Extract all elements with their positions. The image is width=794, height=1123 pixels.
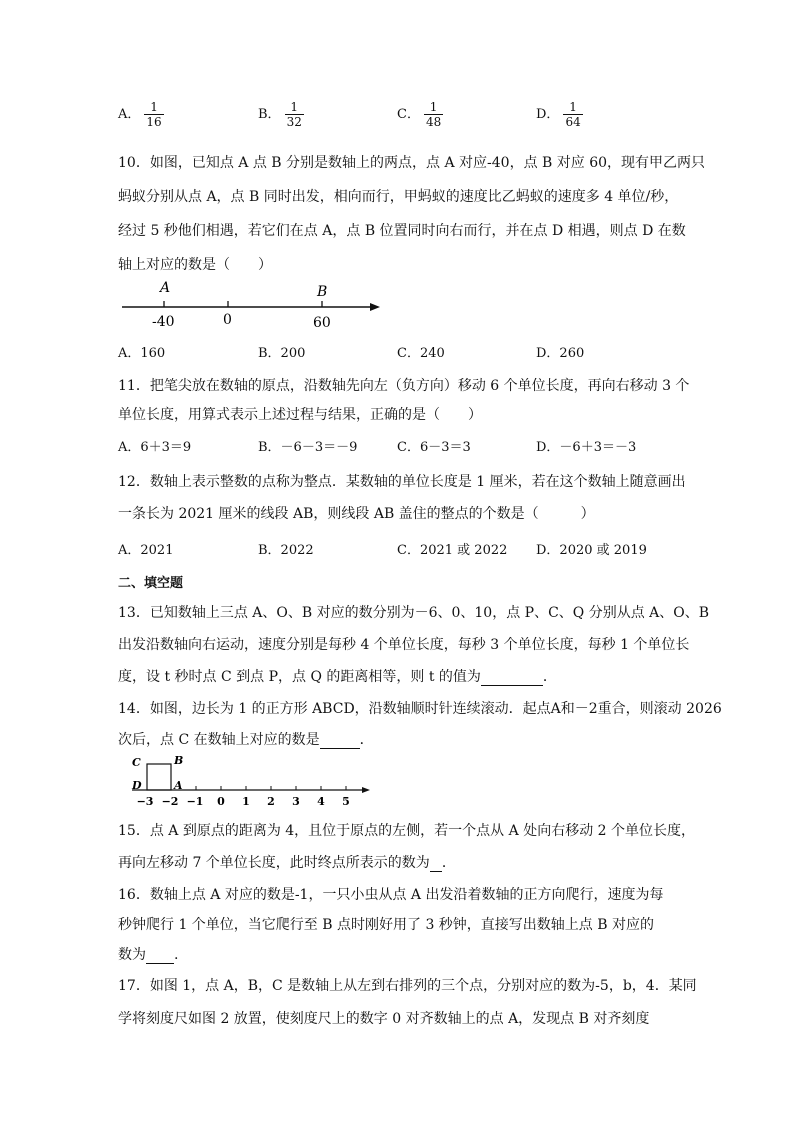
fraction: $\frac{1}{48}$ [425, 100, 442, 129]
q14-line-2: 次后，点 C 在数轴上对应的数是 ． [118, 732, 374, 748]
q13-line-3: 度，设 t 秒时点 C 到点 P，点 Q 的距离相等，则 t 的值为 ． [118, 669, 557, 685]
q9-option-b[interactable]: B． $\frac{1}{32}$ [258, 100, 302, 129]
point-label-a: A [160, 280, 171, 296]
q15-line-2: 再向左移动 7 个单位长度，此时终点所表示的数为 ． [118, 855, 456, 871]
tick-label: 1 [242, 795, 250, 808]
q10-number-line-figure [118, 278, 388, 334]
q12-line-2: 一条长为 2021 厘米的线段 AB，则线段 AB 盖住的整点的个数是（ ） [118, 506, 595, 522]
vertex-label-c: C [132, 756, 141, 769]
q10-option-d[interactable]: D．260 [536, 346, 585, 361]
q10-line-2: 蚂蚁分别从点 A，点 B 同时出发，相向而行，甲蚂蚁的速度比乙蚂蚁的速度多 4 单位/秒， [118, 189, 679, 205]
tick-label: 4 [317, 795, 325, 808]
q10-line-1: 10．如图，已知点 A 点 B 分别是数轴上的两点，点 A 对应-40，点 B 对应 60，现有甲乙两只 [118, 155, 706, 171]
q16-line-1: 16．数轴上点 A 对应的数是-1，一只小虫从点 A 出发沿着数轴的正方向爬行，速度为每 [118, 887, 664, 903]
q9-options [118, 100, 698, 140]
q11-line-1: 11．把笔尖放在数轴的原点，沿数轴先向左（负方向）移动 6 个单位长度，再向右移动 3 个 [118, 378, 690, 394]
q14-answer-blank[interactable] [320, 734, 360, 749]
q15-answer-blank[interactable] [430, 857, 442, 872]
fraction: $\frac{1}{32}$ [286, 100, 302, 129]
axis-arrow [362, 787, 370, 793]
tick-label: 5 [342, 795, 350, 808]
fraction: $\frac{1}{64}$ [565, 100, 581, 129]
q13-line-2: 出发沿数轴向右运动，速度分别是每秒 4 个单位长度，每秒 3 个单位长度，每秒 1 个单位长 [118, 637, 690, 653]
q10-options [118, 342, 698, 362]
q16-line-3: 数为 . [118, 947, 179, 963]
tick-label: 2 [267, 795, 275, 808]
vertex-label-a: A [174, 779, 183, 792]
tick-label: −1 [186, 795, 204, 808]
q17-line-1: 17．如图 1，点 A，B，C 是数轴上从左到右排列的三个点，分别对应的数为-5，b，4．某同 [118, 978, 697, 994]
tick-label-b: 60 [313, 315, 331, 331]
q10-option-b[interactable]: B．200 [258, 346, 306, 361]
point-label-b: B [317, 284, 328, 300]
tick-label: 3 [292, 795, 300, 808]
q11-option-b[interactable]: B．－6－3＝－9 [258, 440, 358, 455]
q9-option-d[interactable]: D． $\frac{1}{64}$ [536, 100, 581, 129]
q10-option-c[interactable]: C．240 [397, 346, 445, 361]
q13-answer-blank[interactable] [481, 671, 543, 686]
q11-line-2: 单位长度，用算式表示上述过程与结果，正确的是（ ） [118, 407, 482, 423]
q11-option-d[interactable]: D．－6＋3＝－3 [536, 440, 637, 455]
section-title-fill-in: 二、填空题 [118, 576, 184, 591]
tick-label-a: -40 [152, 314, 175, 330]
q15-line-1: 15．点 A 到原点的距离为 4，且位于原点的左侧，若一个点从 A 处向右移动 2 个单位长度， [118, 823, 695, 839]
fraction: $\frac{1}{16}$ [146, 100, 162, 129]
q17-line-2: 学将刻度尺如图 2 放置，使刻度尺上的数字 0 对齐数轴上的点 A，发现点 B 对齐刻度 [118, 1011, 650, 1027]
square-abcd [147, 764, 171, 790]
q12-option-c[interactable]: C．2021 或 2022 [397, 543, 508, 558]
axis-arrow [370, 303, 380, 311]
q16-line-2: 秒钟爬行 1 个单位，当它爬行至 B 点时刚好用了 3 秒钟，直接写出数轴上点 B 对应的 [118, 917, 654, 933]
q10-option-a[interactable]: A．160 [118, 346, 166, 361]
q14-square-number-line-figure [130, 752, 380, 810]
tick-label: 0 [217, 795, 225, 808]
q12-line-1: 12．数轴上表示整数的点称为整点．某数轴的单位长度是 1 厘米，若在这个数轴上随意画出 [118, 474, 686, 490]
q12-option-b[interactable]: B．2022 [258, 543, 314, 558]
q12-option-a[interactable]: A．2021 [118, 543, 174, 558]
q12-options [118, 539, 698, 559]
q11-option-a[interactable]: A．6＋3＝9 [118, 440, 192, 455]
q10-line-3: 经过 5 秒他们相遇，若它们在点 A，点 B 位置同时向右而行，并在点 D 相遇，则点 D 在数 [118, 223, 686, 239]
tick-label: −2 [161, 795, 179, 808]
tick-label-0: 0 [223, 312, 232, 328]
q12-option-d[interactable]: D．2020 或 2019 [536, 543, 647, 558]
q14-line-1: 14．如图，边长为 1 的正方形 ABCD，沿数轴顺时针连续滚动．起点A和－2重合，则滚动 2026 [118, 701, 722, 717]
q13-line-1: 13．已知数轴上三点 A、O、B 对应的数分别为－6、0、10，点 P、C、Q 分别从点 A、O、B [118, 605, 710, 621]
q10-line-4: 轴上对应的数是（ ） [118, 257, 272, 273]
vertex-label-d: D [132, 779, 142, 792]
tick-label: −3 [136, 795, 154, 808]
q11-option-c[interactable]: C．6－3＝3 [397, 440, 471, 455]
vertex-label-b: B [174, 754, 184, 767]
q9-option-a[interactable]: A． $\frac{1}{16}$ [118, 100, 162, 129]
q16-answer-blank[interactable] [146, 949, 174, 964]
q11-options [118, 436, 698, 456]
q9-option-c[interactable]: C． $\frac{1}{48}$ [397, 100, 442, 129]
